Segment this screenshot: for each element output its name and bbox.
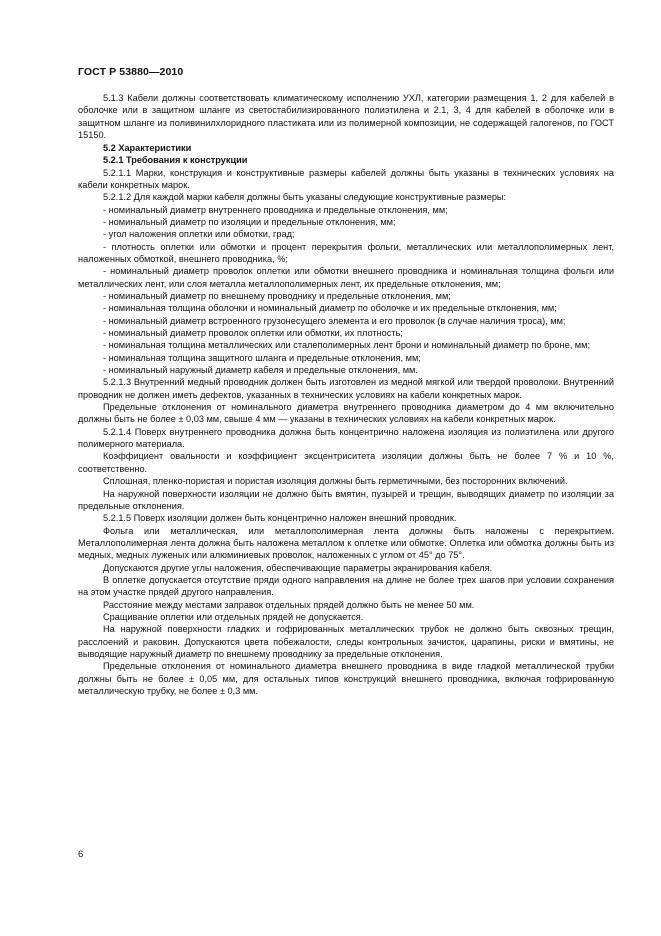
list-item: - номинальный диаметр по изоляции и предельные отклонения, мм;	[103, 216, 396, 227]
list-item: - плотность оплетки или обмотки и процент перекрытия фольги, металлических или металлополимерных лент, наложенных обмоткой, внешнего проводника, %;	[78, 241, 614, 264]
paragraph: Расстояние между местами заправок отдельных прядей должно быть не менее 50 мм.	[103, 599, 475, 610]
section-heading-5-2: 5.2 Характеристики	[103, 142, 192, 153]
list-item: - номинальный диаметр встроенного грузонесущего элемента и его проволок (в случае наличия троса), мм;	[103, 315, 566, 326]
paragraph: Коэффициент овальности и коэффициент эксцентриситета изоляции должны быть не более 7 % и 10 %, соответственно.	[78, 451, 614, 474]
list-item: - номинальный диаметр проволок оплетки или обмотки, их плотность;	[103, 328, 403, 339]
paragraph: На наружной поверхности изоляции не должно быть вмятин, пузырей и трещин, выводящих диаметр по изоляции за предельные отклонения.	[78, 488, 614, 511]
paragraph: Фольга или металлическая, или металлополимерная лента должны быть наложены с перекрытием. Металлополимерная лента должна быть наложена металлом к оплетке или обмотке. Оплетка или обмотка должны быть из медных, медных луженых или алюминиевых проволок, наложенных с углом от 45° до 75°.	[78, 525, 614, 561]
list-item: - номинальная толщина оболочки и номинальный диаметр по оболочке и их предельные отклонения, мм;	[103, 303, 557, 314]
list-item: - номинальная толщина металлических или сталеполимерных лент брони и номинальный диаметр по броне, мм;	[103, 340, 590, 351]
list-item: - угол наложения оплетки или обмотки, град;	[103, 229, 295, 240]
paragraph: Предельные отклонения от номинального диаметра внутреннего проводника диаметром до 4 мм включительно должны быть не более ± 0,03 мм, свыше 4 мм — указаны в технических условиях на кабели конкретных марок.	[78, 402, 614, 425]
page-number: 6	[78, 849, 84, 860]
paragraph: В оплетке допускается отсутствие пряди одного направления на длине не более трех шагов при условии сохранения на этом участке прядей другого направления.	[78, 574, 614, 598]
paragraph-5-1-3: 5.1.3 Кабели должны соответствовать климатическому исполнению УХЛ, категории размещения 1, 2 для кабелей в оболочке или в защитном шланге из светостабилизированного полиэтилена и 2.1, 3, 4 для кабелей в оболочке или в защитном шланге из поливинилхлоридного пластиката или из полимерной композиции, не содержащей галогенов, по ГОСТ 15150.	[78, 93, 614, 141]
paragraph: На наружной поверхности гладких и гофрированных металлических трубок не должно быть сквозных трещин, расслоений и раковин. Допускаются цвета побежалости, следы контрольных зачисток, царапины, риски и вмятины, не выводящие наружный диаметр по внешнему проводнику за предельные отклонения.	[78, 624, 614, 659]
paragraph: Предельные отклонения от номинального диаметра внешнего проводника в виде гладкой металлической трубки должны быть не более ± 0,05 мм, для остальных типов конструкций внешнего проводника, включая гофрированную металлическую трубку, не более ± 0,3 мм.	[78, 661, 614, 696]
paragraph-5-2-1-4: 5.2.1.4 Поверх внутреннего проводника должна быть концентрично наложена изоляция из полиэтилена или другого полимерного материала.	[78, 426, 614, 450]
paragraph: Сращивание оплетки или отдельных прядей не допускается.	[103, 611, 364, 622]
paragraph: Допускаются другие углы наложения, обеспечивающие параметры экранирования кабеля.	[103, 562, 493, 573]
list-item: - номинальный диаметр по внешнему проводнику и предельные отклонения, мм;	[103, 291, 451, 301]
paragraph-5-2-1-5: 5.2.1.5 Поверх изоляции должен быть концентрично наложен внешний проводник.	[103, 513, 457, 524]
list-item: - номинальный наружный диаметр кабеля и предельные отклонения, мм.	[103, 365, 418, 376]
document-header: ГОСТ Р 53880—2010	[78, 66, 184, 78]
list-item: - номинальный диаметр проволок оплетки или обмотки внешнего проводника и номинальная толщина фольги или металлических лент, или слоя металла металлополимерных лент, их предельные отклонения, мм;	[78, 266, 614, 289]
paragraph-5-2-1-1: 5.2.1.1 Марки, конструкция и конструктивные размеры кабелей должны быть указаны в технических условиях на кабели конкретных марок.	[78, 167, 614, 190]
paragraph: Сплошная, пленко-пористая и пористая изоляция должны быть герметичными, без посторонних включений.	[103, 476, 568, 487]
list-item: - номинальная толщина защитного шланга и предельные отклонения, мм;	[103, 352, 421, 363]
paragraph-5-2-1-3: 5.2.1.3 Внутренний медный проводник должен быть изготовлен из медной мягкой или твердой проволоки. Внутренний проводник не должен иметь дефектов, указанных в технических условиях на кабели конкретных марок.	[78, 377, 614, 400]
list-item: - номинальный диаметр внутреннего проводника и предельные отклонения, мм;	[103, 204, 448, 215]
subsection-heading-5-2-1: 5.2.1 Требования к конструкции	[103, 155, 248, 166]
document-body	[78, 92, 614, 697]
paragraph-5-2-1-2: 5.2.1.2 Для каждой марки кабеля должны быть указаны следующие конструктивные размеры:	[103, 192, 507, 203]
